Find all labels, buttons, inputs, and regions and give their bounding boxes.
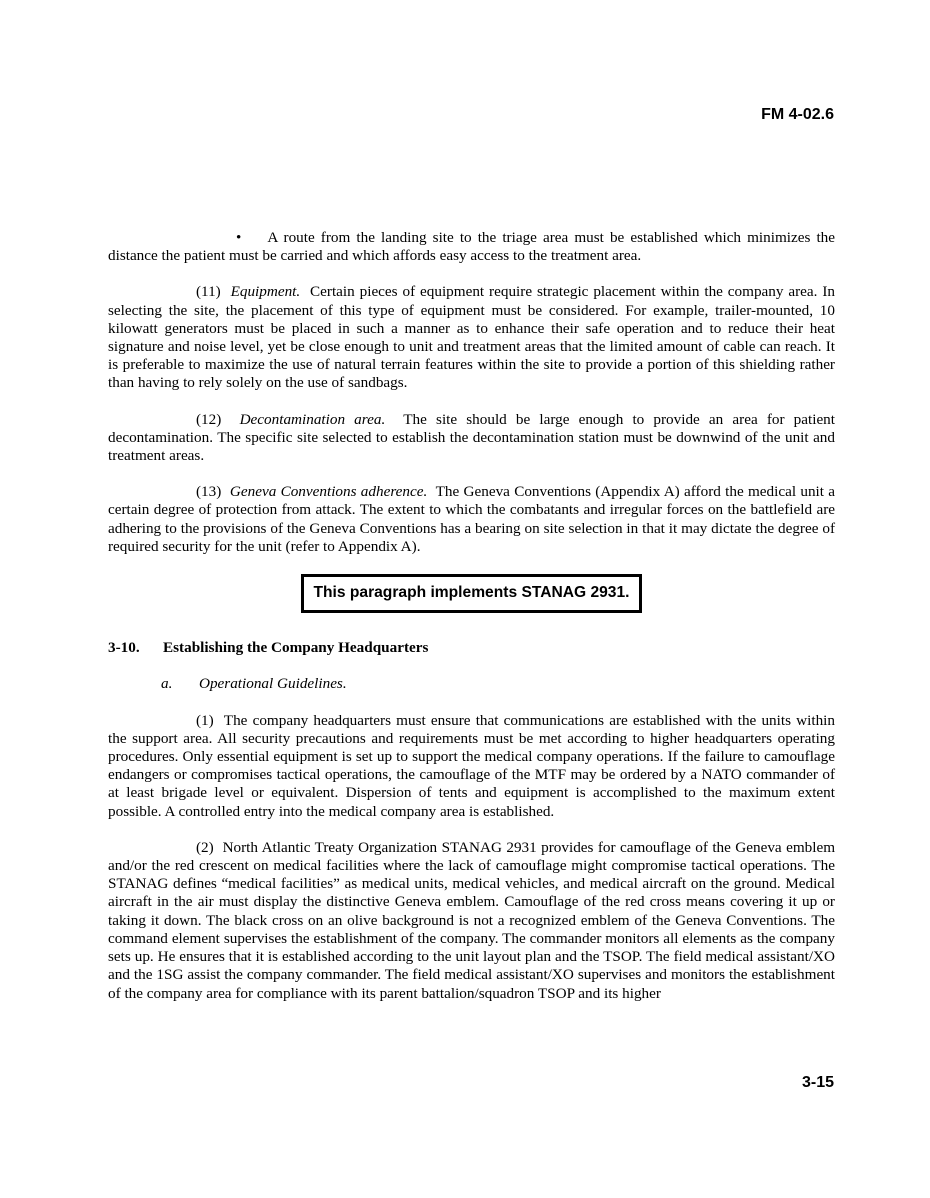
paragraph-text: North Atlantic Treaty Organization STANAG 2931 provides for camouflage of the Geneva emblem and/or the red crescent on medical facilities where the lack of camouflage might compromise tactical operations. The STANAG defines “medical facilities” as medical units, medical vehicles, and medical aircraft on the ground. Medical aircraft in the air must display the distinctive Geneva emblem. Camouflage of the red cross means covering it up or taking it down. The black cross on an olive background is not a recognized emblem of the Geneva Conventions. The command element supervises the establishment of the company. The commander monitors all elements as the company sets up. He ensures that it is established according to the unit layout plan and the TSOP. The field medical assistant/XO and the 1SG assist the company commander. The field medical assistant/XO supervises and monitors the establishment of the company area for compliance with its parent battalion/squadron TSOP and its higher <box>108 838 836 1002</box>
paragraph-text: The Geneva Conventions (Appendix A) afford the medical unit a certain degree of protection from attack. The extent to which the combatants and irregular forces on the battlefield are adhering to the provisions of the Geneva Conventions has a bearing on site selection in that it may dictate the degree of required security for the unit (refer to Appendix A). <box>108 483 836 555</box>
subsection-title: Operational Guidelines. <box>199 675 347 693</box>
paragraph-equipment <box>108 283 835 392</box>
subsection-letter: a. <box>161 675 173 693</box>
bullet-item <box>108 229 835 265</box>
paragraph-title: Geneva Conventions adherence. <box>229 483 428 501</box>
document-id-header: FM 4-02.6 <box>761 106 834 123</box>
bullet-text: A route from the landing site to the triage area must be established which minimizes the distance the patient must be carried and which affords easy access to the treatment area. <box>108 229 835 265</box>
page-number-footer: 3-15 <box>801 1074 834 1091</box>
paragraph-text: The site should be large enough to provide an area for patient decontamination. The specific site selected to establish the decontamination station must be downwind of the unit and treatment areas. <box>108 410 835 465</box>
paragraph-text: Certain pieces of equipment require strategic placement within the company area. In selecting the site, the placement of this type of equipment must be considered. For example, trailer-mounted, 10 kilowatt generators must be placed in such a manner as to enhance their safe operation and to reduce their heat signature and noise level, yet be close enough to unit and treatment areas that the limited amount of cable can reach. It is preferable to maximize the use of natural terrain features within the site to provide a portion of this shielding rather than having to rely solely on the use of sandbags. <box>108 283 836 392</box>
paragraph-number: (1) <box>196 711 214 729</box>
paragraph-title: Equipment. <box>230 283 301 301</box>
paragraph-number: (13) <box>196 483 222 501</box>
stanag-notice-wrapper <box>108 574 835 613</box>
stanag-notice-box: This paragraph implements STANAG 2931. <box>301 574 641 613</box>
page-body <box>108 229 835 1021</box>
section-title: Establishing the Company Headquarters <box>163 639 429 657</box>
section-heading <box>108 639 835 657</box>
paragraph-number: (12) <box>196 410 222 428</box>
paragraph-title: Decontamination area. <box>239 410 386 428</box>
section-number: 3-10. <box>108 639 140 657</box>
paragraph-number: (2) <box>196 838 214 856</box>
bullet-symbol: • <box>236 229 242 246</box>
paragraph-number: (11) <box>196 283 221 301</box>
subsection-heading <box>161 675 835 693</box>
body-paragraph-2 <box>108 839 835 1003</box>
paragraph-decontamination <box>108 411 835 466</box>
body-paragraph-1 <box>108 712 835 821</box>
paragraph-geneva <box>108 483 835 556</box>
paragraph-text: The company headquarters must ensure that communications are established with the units within the support area. All security precautions and requirements must be met according to higher headquarters operating procedures. Only essential equipment is set up to support the medical company operations. If the failure to camouflage endangers or compromises tactical operations, the camouflage of the MTF may be ordered by a NATO commander of at least brigade level or equivalent. Dispersion of tents and equipment is accomplished to the maximum extent possible. A controlled entry into the medical company area is established. <box>108 711 835 820</box>
